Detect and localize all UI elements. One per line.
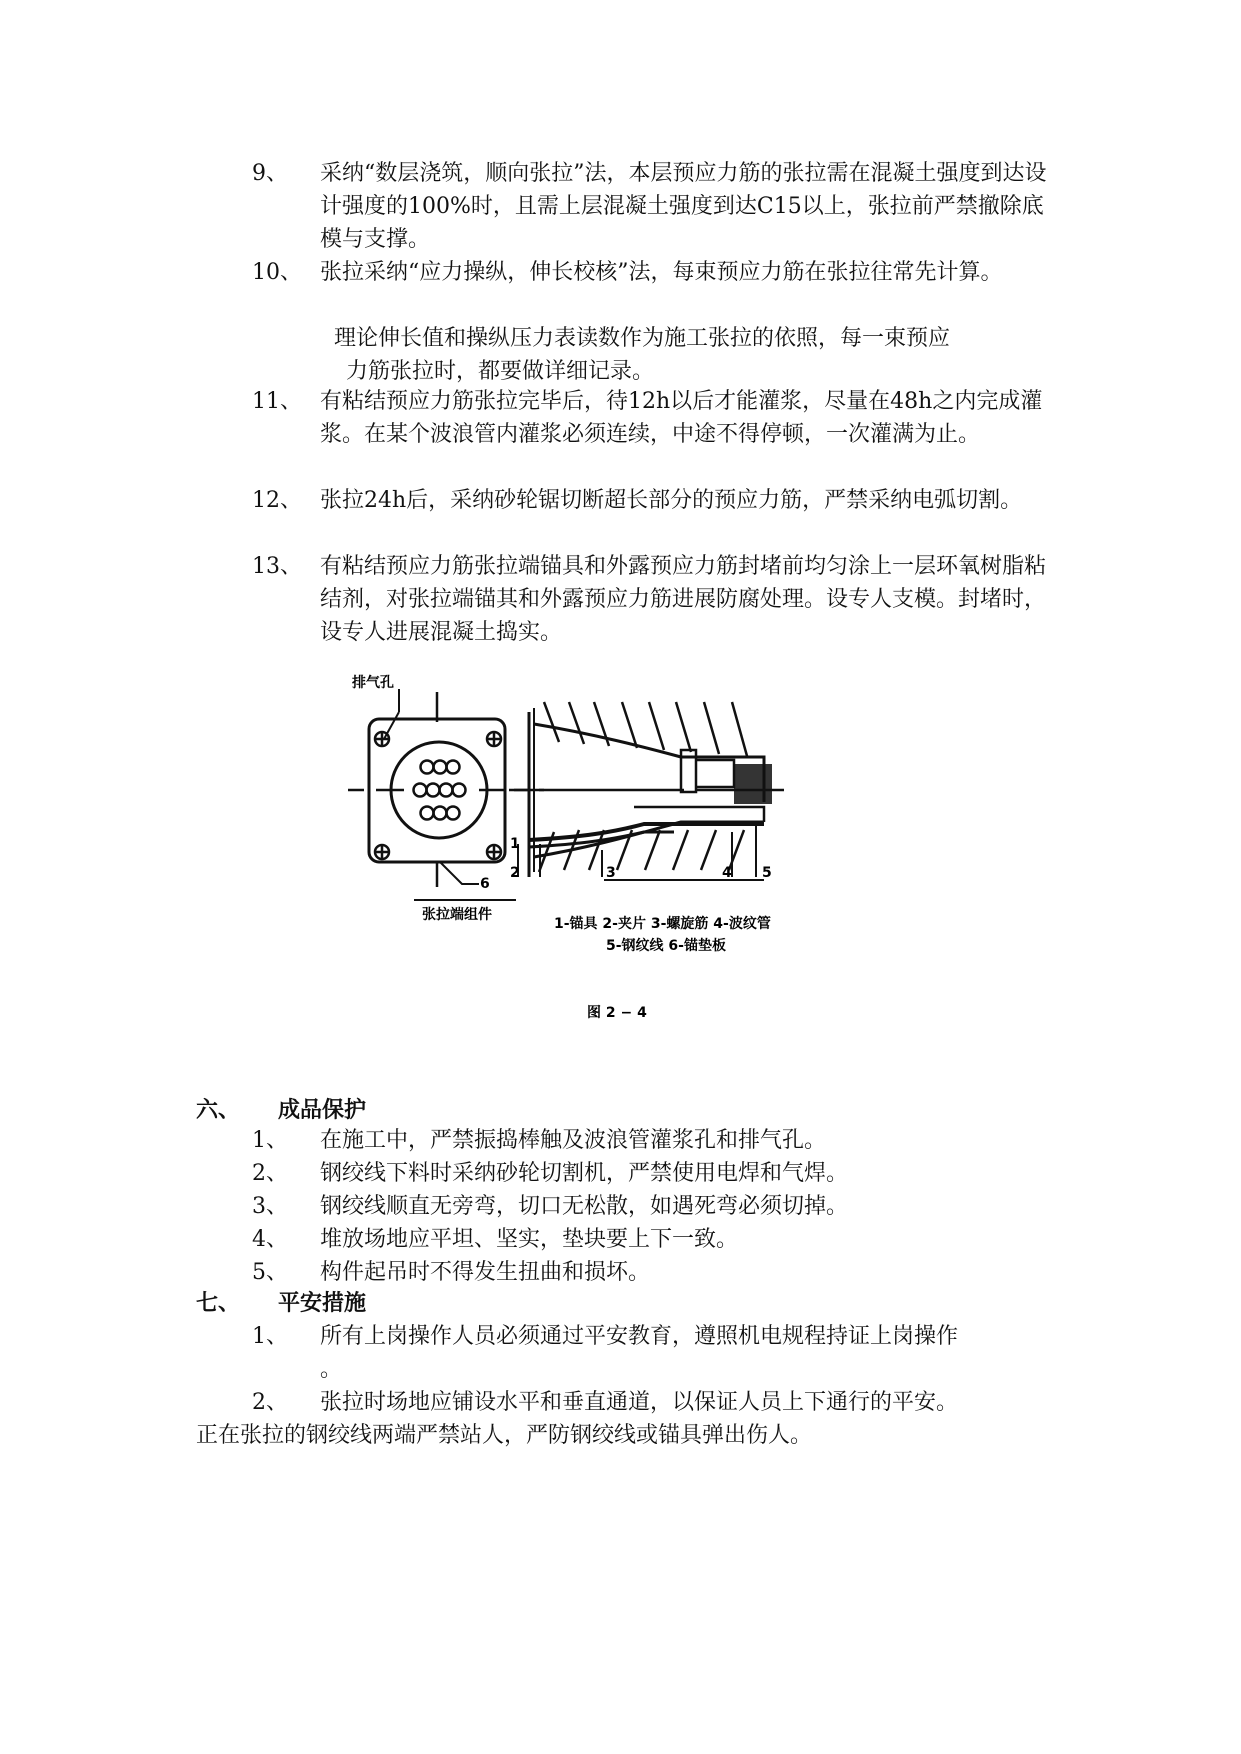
callout-2: 2 [510, 865, 520, 881]
section-6-item-1 [252, 1124, 1052, 1157]
callout-5: 5 [762, 865, 772, 881]
section-7-item-2-head [252, 1386, 1052, 1419]
vent-label: 排气孔 [352, 675, 394, 691]
section-title: 平安措施 [278, 1290, 367, 1316]
item-number: 11、 [252, 389, 302, 414]
section-title: 成品保护 [278, 1097, 367, 1123]
callout-4: 4 [722, 865, 732, 881]
section-7-item-1 [252, 1320, 1052, 1386]
assembly-label: 张拉端组件 [422, 907, 492, 923]
item-number: 13、 [252, 554, 302, 579]
item-text: 构件起吊时不得发生扭曲和损坏。 [320, 1260, 651, 1285]
item-number: 2、 [252, 1161, 288, 1186]
legend-line1: 1-锚具 2-夹片 3-螺旋筋 4-波纹管 [554, 916, 771, 932]
section-number: 六、 [196, 1097, 241, 1123]
item-text: 张拉24h后，采纳砂轮锯切断超长部分的预应力筋，严禁采纳电弧切割。 [320, 488, 1023, 513]
item-text-line1: 所有上岗操作人员必须通过平安教育，遵照机电规程持证上岗操作 [320, 1324, 959, 1349]
item-13 [252, 550, 1052, 649]
item-number: 9、 [252, 161, 288, 186]
item-number: 3、 [252, 1194, 288, 1219]
callout-6: 6 [480, 876, 490, 892]
item-9 [252, 157, 1052, 256]
item-number: 5、 [252, 1260, 288, 1285]
item-10-note-line1: 理论伸长值和操纵压力表读数作为施工张拉的依照，每一束预应 [334, 326, 951, 351]
item-text: 张拉采纳“应力操纵，伸长校核”法，每束预应力筋在张拉往常先计算。 [320, 260, 1003, 285]
section-6-item-2 [252, 1157, 1052, 1190]
callout-3: 3 [606, 865, 616, 881]
section-6-item-3 [252, 1190, 1052, 1223]
legend-line2: 5-钢纹线 6-锚垫板 [606, 938, 726, 954]
item-12 [252, 484, 1052, 517]
item-number: 10、 [252, 260, 302, 285]
item-number: 12、 [252, 488, 302, 513]
item-text: 钢绞线下料时采纳砂轮切割机，严禁使用电焊和气焊。 [320, 1161, 849, 1186]
item-text: 在施工中，严禁振捣棒触及波浪管灌浆孔和排气孔。 [320, 1128, 827, 1153]
item-text-line1: 张拉时场地应铺设水平和垂直通道，以保证人员上下通行的平安。 [320, 1390, 959, 1415]
anchor-assembly-figure [344, 672, 904, 1032]
figure-caption: 图 2 − 4 [587, 1005, 647, 1021]
item-number: 4、 [252, 1227, 288, 1252]
item-text: 钢绞线顺直无旁弯，切口无松散，如遇死弯必须切掉。 [320, 1194, 849, 1219]
figure-drawing [344, 672, 904, 1032]
item-number: 2、 [252, 1390, 288, 1415]
item-10 [252, 256, 1052, 289]
item-text: 有粘结预应力筋张拉完毕后，待12h以后才能灌浆，尽量在48h之内完成灌浆。在某个波浪管内灌浆必须连续，中途不得停顿，一次灌满为止。 [320, 389, 1043, 447]
item-number: 1、 [252, 1324, 288, 1349]
item-10-note-line2: 力筋张拉时，都要做详细记录。 [346, 359, 655, 384]
item-text-line2: 。 [320, 1357, 343, 1382]
section-6-item-5 [252, 1256, 1052, 1289]
section-6-item-4 [252, 1223, 1052, 1256]
section-number: 七、 [196, 1290, 241, 1316]
anchor-block-hatched [734, 764, 772, 804]
item-number: 1、 [252, 1128, 288, 1153]
item-11 [252, 385, 1052, 451]
item-text: 有粘结预应力筋张拉端锚具和外露预应力筋封堵前均匀涂上一层环氧树脂粘结剂，对张拉端锚其和外露预应力筋进展防腐处理。设专人支模。封堵时，设专人进展混凝土捣实。 [320, 554, 1047, 645]
item-text: 采纳“数层浇筑，顺向张拉”法，本层预应力筋的张拉需在混凝土强度到达设计强度的100%时，且需上层混凝土强度到达C15以上，张拉前严禁撤除底模与支撑。 [320, 161, 1047, 252]
section-7-item-2-continuation: 正在张拉的钢绞线两端严禁站人，严防钢绞线或锚具弹出伤人。 [196, 1423, 813, 1448]
callout-1: 1 [510, 836, 520, 852]
item-text: 堆放场地应平坦、坚实，垫块要上下一致。 [320, 1227, 739, 1252]
